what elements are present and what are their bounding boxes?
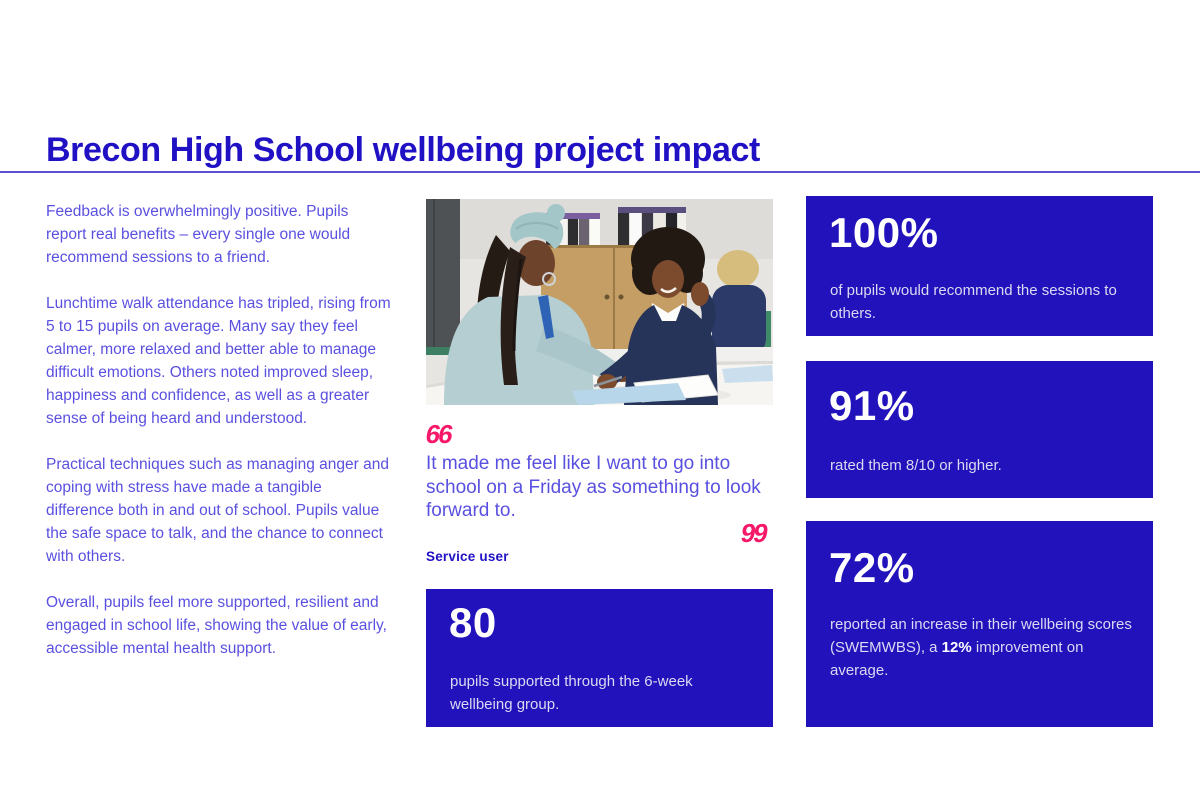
classroom-photo-illustration	[426, 199, 773, 405]
intro-paragraph-4: Overall, pupils feel more supported, resilient and engaged in school life, showing the value of early, accessible mental health support.	[46, 594, 387, 657]
stat-description-part1: reported an increase in their wellbeing scores (SWEMWBS), a	[830, 616, 1132, 656]
stat-value: 72%	[829, 544, 915, 591]
stat-description	[830, 613, 1133, 682]
intro-paragraph-2: Lunchtime walk attendance has tripled, rising from 5 to 15 pupils on average. Many say they feel calmer, more relaxed and better able to manage difficult emotions. Others noted improved sleep, happiness and confidence, as well as a greater sense of being heard and understood.	[46, 295, 391, 427]
stat-card-rated	[806, 361, 1153, 498]
stat-description: of pupils would recommend the sessions to others.	[830, 282, 1117, 322]
intro-text	[46, 200, 392, 683]
stat-value: 91%	[829, 382, 915, 429]
stat-card-recommend	[806, 196, 1153, 336]
stat-description-bold: 12%	[941, 639, 972, 656]
stat-value: 100%	[829, 209, 939, 256]
intro-paragraph-1: Feedback is overwhelmingly positive. Pupils report real benefits – every single one would recommend sessions to a friend.	[46, 203, 351, 266]
stat-value: 80	[449, 599, 497, 646]
open-quote-icon: 66	[423, 419, 454, 449]
intro-paragraph-3: Practical techniques such as managing anger and coping with stress have made a tangible difference both in and out of school. Pupils value the safe space to talk, and the chance to connect with others.	[46, 456, 389, 565]
stat-card-wellbeing	[806, 521, 1153, 727]
stat-card-pupils	[426, 589, 773, 727]
stat-description: rated them 8/10 or higher.	[830, 457, 1002, 474]
quote-attribution: Service user	[426, 549, 509, 564]
quote-text: It made me feel like I want to go into school on a Friday as something to look forward to.	[426, 453, 761, 521]
stat-description: pupils supported through the 6-week wellbeing group.	[450, 673, 693, 713]
page-title: Brecon High School wellbeing project impact	[46, 131, 760, 169]
close-quote-icon: 99	[738, 518, 769, 548]
stat-description-part2: improvement on average.	[830, 639, 1084, 679]
title-underline	[0, 171, 1200, 173]
classroom-photo	[426, 199, 773, 405]
